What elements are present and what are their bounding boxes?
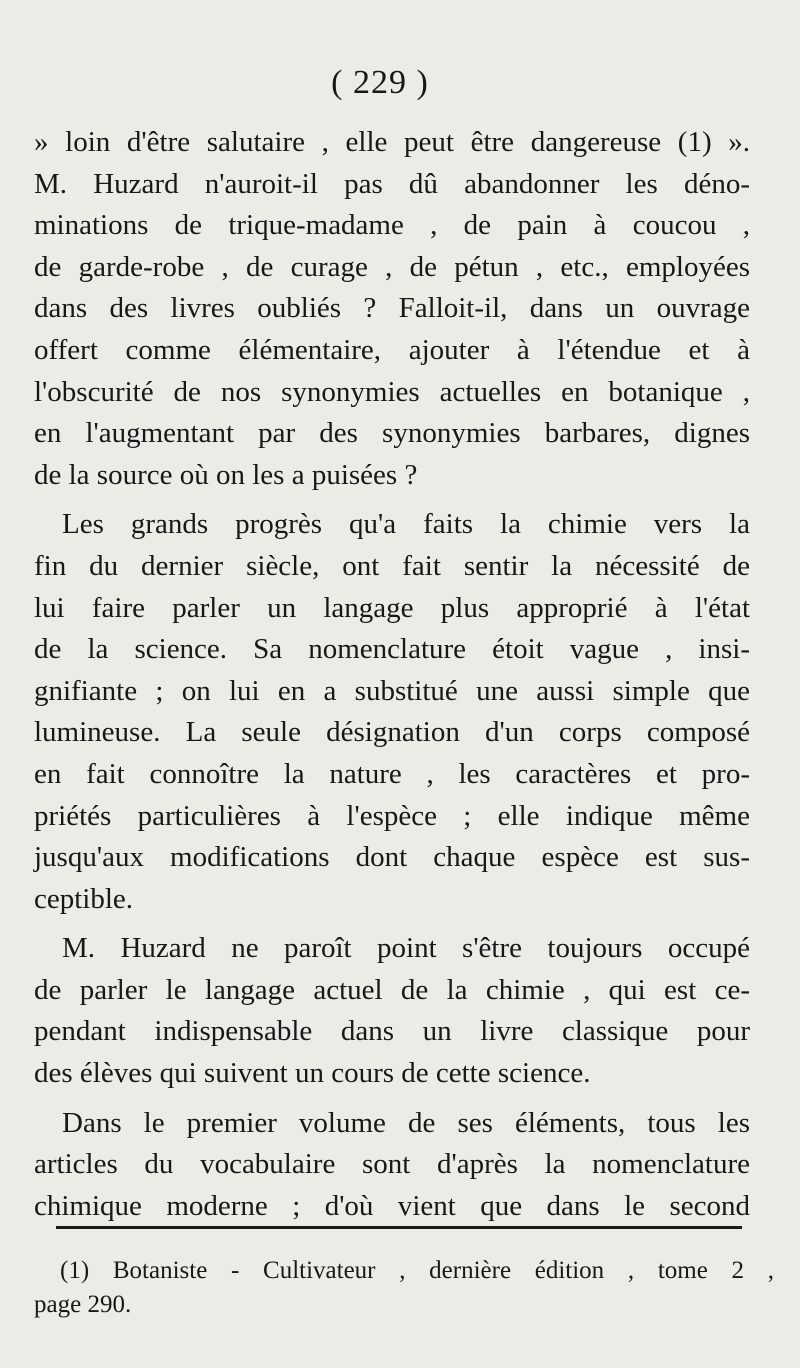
text-line: articles du vocabulaire sont d'après la nomenclature (34, 1148, 750, 1181)
text-line: dans des livres oubliés ? Falloit-il, dans un ouvrage (34, 292, 750, 325)
paragraph-gap (34, 920, 750, 928)
text-line: M. Huzard ne paroît point s'être toujours occupé (62, 932, 750, 965)
text-line: minations de trique-madame , de pain à coucou , (34, 209, 750, 242)
text-line: jusqu'aux modifications dont chaque espèce est sus- (34, 841, 750, 874)
text-line: lumineuse. La seule désignation d'un corps composé (34, 716, 750, 749)
paragraph-gap (34, 496, 750, 504)
text-line: de la science. Sa nomenclature étoit vague , insi- (34, 633, 750, 666)
text-line: en fait connoître la nature , les caractères et pro- (34, 757, 750, 790)
footnote (34, 1254, 774, 1322)
text-line: l'obscurité de nos synonymies actuelles en botanique , (34, 375, 750, 408)
text-line: Les grands progrès qu'a faits la chimie vers la (62, 508, 750, 541)
text-line: en l'augmentant par des synonymies barbares, dignes (34, 417, 750, 450)
paragraph-gap (34, 1095, 750, 1103)
text-line: de garde-robe , de curage , de pétun , etc., employées (34, 250, 750, 283)
page-number: ( 229 ) (331, 64, 429, 101)
text-line: » loin d'être salutaire , elle peut être dangereuse (1) ». (34, 126, 750, 158)
text-line: chimique moderne ; d'où vient que dans le second (34, 1189, 750, 1222)
text-line: de parler le langage actuel de la chimie , qui est ce- (34, 973, 750, 1006)
text-line: des élèves qui suivent un cours de cette science. (34, 1057, 591, 1090)
footnote-line: (1) Botaniste - Cultivateur , dernière édition , tome 2 , (60, 1257, 774, 1284)
text-line: Dans le premier volume de ses éléments, tous les (62, 1106, 750, 1139)
text-line: ceptible. (34, 882, 134, 915)
text-line: pendant indispensable dans un livre classique pour (34, 1015, 750, 1048)
text-line: de la source où on les a puisées ? (34, 458, 418, 491)
footnote-line: page 290. (34, 1291, 132, 1318)
text-line: M. Huzard n'auroit-il pas dû abandonner les déno- (34, 167, 750, 200)
text-line: offert comme élémentaire, ajouter à l'étendue et à (34, 333, 750, 366)
text-line: priétés particulières à l'espèce ; elle indique même (34, 799, 750, 832)
footnote-divider (56, 1226, 742, 1229)
body-text (34, 122, 750, 1227)
text-line: gnifiante ; on lui en a substitué une aussi simple que (34, 674, 750, 707)
text-line: fin du dernier siècle, ont fait sentir la nécessité de (34, 549, 750, 582)
text-line: lui faire parler un langage plus approprié à l'état (34, 591, 750, 624)
